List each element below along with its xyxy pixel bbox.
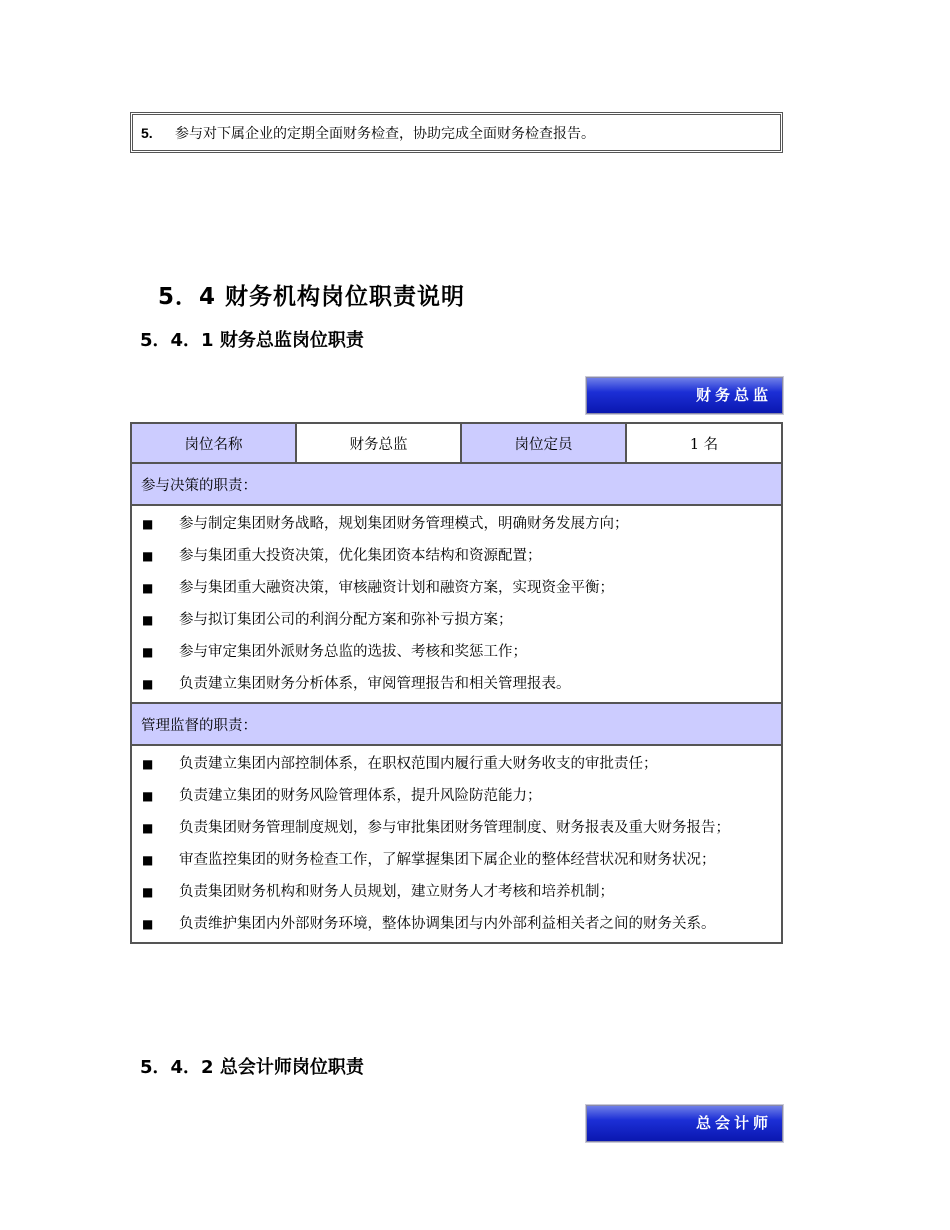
list-item: ■ 负责建立集团的财务风险管理体系，提升风险防范能力； [140,784,773,808]
bullet-icon: ■ [142,517,154,531]
headcount-value: 1 名 [626,423,782,463]
bullet-icon: ■ [142,613,154,627]
banner-chief-accountant: 总会计师 [586,1105,783,1142]
decision-section-title: 参与决策的职责： [131,463,782,505]
headcount-label: 岗位定员 [461,423,626,463]
supervision-section-title: 管理监督的职责： [131,703,782,745]
bullet-icon: ■ [142,821,154,835]
list-item: ■ 参与集团重大投资决策，优化集团资本结构和资源配置； [140,544,773,568]
list-item: ■ 参与制定集团财务战略，规划集团财务管理模式，明确财务发展方向； [140,512,773,536]
banner-cfo: 财务总监 [586,377,783,414]
list-item: ■ 负责建立集团财务分析体系，审阅管理报告和相关管理报表。 [140,672,773,696]
list-item: ■ 参与审定集团外派财务总监的选拔、考核和奖惩工作； [140,640,773,664]
list-item: ■ 审查监控集团的财务检查工作，了解掌握集团下属企业的整体经营状况和财务状况； [140,848,773,872]
subsection-title-cfo: 5．4．1 财务总监岗位职责 [140,330,364,351]
section-title: 5．4 财务机构岗位职责说明 [158,284,466,310]
cfo-duty-table [130,422,783,944]
bullet-icon: ■ [142,853,154,867]
bullet-icon: ■ [142,885,154,899]
supervision-list-row [131,745,782,943]
table-header-row [131,423,782,463]
position-name-label: 岗位名称 [131,423,296,463]
bullet-icon: ■ [142,549,154,563]
previous-item-text: 参与对下属企业的定期全面财务检查，协助完成全面财务检查报告。 [175,125,595,142]
bullet-icon: ■ [142,917,154,931]
list-item: ■ 负责集团财务管理制度规划，参与审批集团财务管理制度、财务报表及重大财务报告； [140,816,773,840]
decision-section-row [131,463,782,505]
subsection-title-chief-accountant: 5．4．2 总会计师岗位职责 [140,1057,364,1078]
list-item: ■ 负责建立集团内部控制体系，在职权范围内履行重大财务收支的审批责任； [140,752,773,776]
list-item: ■ 负责维护集团内外部财务环境，整体协调集团与内外部利益相关者之间的财务关系。 [140,912,773,936]
supervision-section-row [131,703,782,745]
list-item: ■ 参与拟订集团公司的利润分配方案和弥补亏损方案； [140,608,773,632]
decision-list-row [131,505,782,703]
previous-item-number: 5. [141,124,153,141]
position-name-value: 财务总监 [296,423,461,463]
previous-item-box [130,112,783,153]
list-item: ■ 参与集团重大融资决策，审核融资计划和融资方案，实现资金平衡； [140,576,773,600]
bullet-icon: ■ [142,757,154,771]
bullet-icon: ■ [142,581,154,595]
bullet-icon: ■ [142,677,154,691]
bullet-icon: ■ [142,789,154,803]
list-item: ■ 负责集团财务机构和财务人员规划，建立财务人才考核和培养机制； [140,880,773,904]
bullet-icon: ■ [142,645,154,659]
